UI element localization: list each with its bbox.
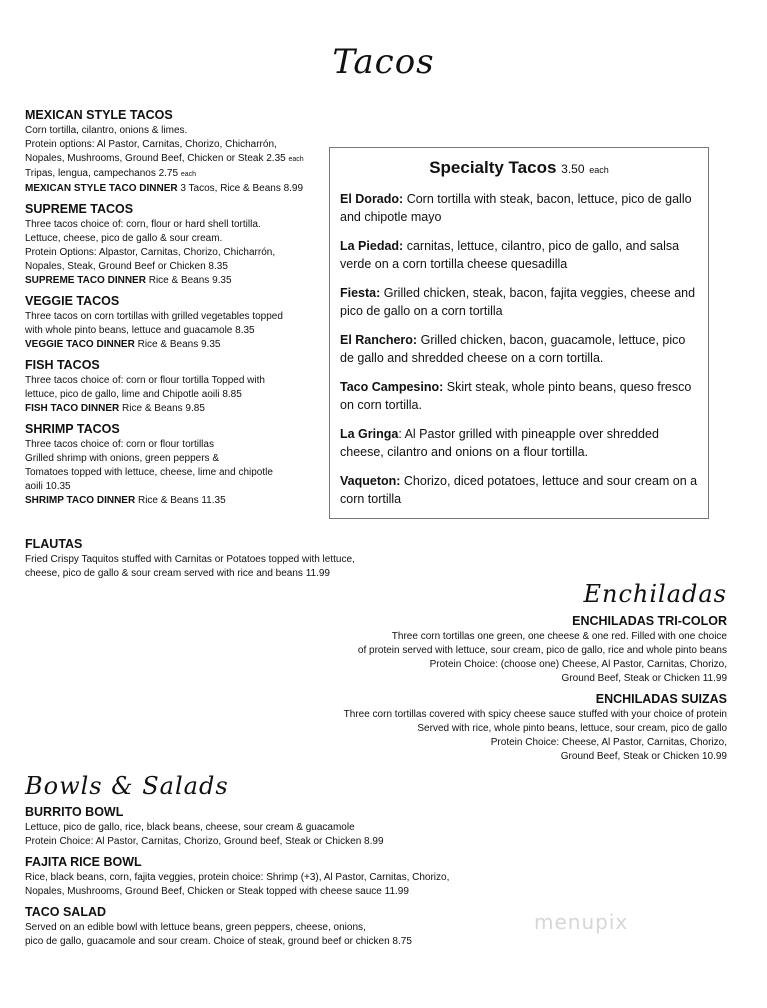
item-desc: Three corn tortillas one green, one cheese & one red. Filled with one choice of protein served with lettuce, sour cream, pico de gallo, rice and whole pinto beans Protein Choice: (choose one) Cheese, Al Pastor, Carnitas, Chorizo, Ground Beef, Steak or Chicken 11.99	[357, 631, 727, 684]
item-desc: Three tacos on corn tortillas with grilled vegetables topped with whole pinto beans, lettuce and guacamole 8.35	[25, 311, 283, 336]
specialty-item	[340, 472, 698, 508]
unit-label: each	[180, 171, 197, 178]
item-name: BURRITO BOWL	[25, 805, 124, 819]
specialty-tacos-box	[329, 147, 709, 519]
item-name: ENCHILADAS SUIZAS	[595, 692, 727, 706]
specialty-name: La Piedad:	[340, 239, 404, 253]
enchiladas-title: Enchiladas	[583, 580, 727, 608]
item-desc: Three corn tortillas covered with spicy cheese sauce stuffed with your choice of protein Served with rice, whole pinto beans, lettuce, sour cream, pico de gallo Protein Choice: Cheese, Al Pastor, Carnitas, Chorizo, Ground Beef, Steak or Chicken 10.99	[343, 709, 727, 762]
dinner-detail: Rice & Beans 9.35	[137, 339, 221, 350]
dinner-detail: 3 Tacos, Rice & Beans 8.99	[180, 183, 304, 194]
specialty-item	[340, 284, 698, 320]
flautas-section	[25, 537, 425, 581]
menu-item	[25, 422, 325, 508]
item-desc: Tripas, lengua, campechanos 2.75	[25, 168, 179, 179]
watermark: menupix	[534, 910, 629, 934]
specialty-item	[340, 425, 698, 461]
item-name: FLAUTAS	[25, 537, 83, 551]
item-desc: Corn tortilla, cilantro, onions & limes. Protein options: Al Pastor, Carnitas, Chorizo, Chicharrón, Nopales, Mushrooms, Ground Beef, Chicken or Steak 2.35	[25, 125, 286, 164]
specialty-name: La Gringa	[340, 427, 399, 441]
dinner-label: FISH TACO DINNER	[25, 403, 120, 414]
unit-label: each	[288, 156, 304, 163]
enchiladas-list	[287, 614, 727, 770]
specialty-name: El Dorado:	[340, 192, 404, 206]
menu-item	[287, 692, 727, 764]
item-name: FAJITA RICE BOWL	[25, 855, 142, 869]
specialty-item	[340, 190, 698, 226]
menu-item	[25, 108, 325, 196]
page-title: Tacos	[332, 42, 435, 82]
item-desc: Three tacos choice of: corn, flour or hard shell tortilla. Lettuce, cheese, pico de gallo & sour cream. Protein Options: Alpastor, Carnitas, Chorizo, Chicharrón, Nopales, Steak, Ground Beef or Chicken 8.35	[25, 219, 276, 272]
item-desc: Lettuce, pico de gallo, rice, black beans, cheese, sour cream & guacamole Protein Choice: Al Pastor, Carnitas, Chorizo, Ground beef, Steak or Chicken 8.99	[25, 822, 384, 847]
specialty-desc: Grilled chicken, bacon, guacamole, lettuce, pico de gallo and shredded cheese on a corn tortilla.	[340, 333, 686, 365]
dinner-label: SHRIMP TACO DINNER	[25, 495, 136, 506]
menu-item	[25, 358, 325, 416]
specialty-name: Vaqueton:	[340, 474, 401, 488]
item-desc: Three tacos choice of: corn or flour tortilla Topped with lettuce, pico de gallo, lime and Chipotle aoili 8.85	[25, 375, 265, 400]
item-name: SUPREME TACOS	[25, 202, 134, 216]
dinner-label: VEGGIE TACO DINNER	[25, 339, 135, 350]
item-desc: Served on an edible bowl with lettuce beans, green peppers, cheese, onions, pico de gallo, guacamole and sour cream. Choice of steak, ground beef or chicken 8.75	[25, 922, 412, 947]
taco-list	[25, 108, 325, 514]
specialty-desc: : Al Pastor grilled with pineapple over shredded cheese, cilantro and onions on a flour tortilla.	[340, 427, 659, 459]
menu-item	[25, 294, 325, 352]
specialty-item	[340, 331, 698, 367]
specialty-title: Specialty Tacos	[429, 158, 557, 177]
menu-item	[25, 855, 495, 899]
item-name: VEGGIE TACOS	[25, 294, 120, 308]
dinner-detail: Rice & Beans 9.85	[122, 403, 205, 414]
item-name: SHRIMP TACOS	[25, 422, 120, 436]
specialty-desc: Skirt steak, whole pinto beans, queso fresco on corn tortilla.	[340, 380, 692, 412]
menu-item	[25, 202, 325, 288]
item-desc: Fried Crispy Taquitos stuffed with Carnitas or Potatoes topped with lettuce, cheese, pico de gallo & sour cream served with rice and beans 11.99	[25, 554, 355, 579]
specialty-item	[340, 378, 698, 414]
menu-item	[25, 905, 495, 949]
specialty-unit: each	[589, 165, 609, 175]
item-desc: Three tacos choice of: corn or flour tortillas Grilled shrimp with onions, green peppers & Tomatoes topped with lettuce, cheese, lime and chipotle aoili 10.35	[25, 439, 273, 492]
menu-item	[287, 614, 727, 686]
dinner-detail: Rice & Beans 9.35	[148, 275, 232, 286]
specialty-desc: Grilled chicken, steak, bacon, fajita veggies, cheese and pico de gallo on a corn tortilla	[340, 286, 696, 318]
specialty-price: 3.50	[561, 162, 585, 176]
specialty-title-row	[340, 158, 698, 178]
specialty-name: El Ranchero:	[340, 333, 418, 347]
specialty-item	[340, 237, 698, 273]
item-name: FISH TACOS	[25, 358, 100, 372]
item-name: ENCHILADAS TRI-COLOR	[572, 614, 727, 628]
dinner-detail: Rice & Beans 11.35	[137, 495, 226, 506]
item-name: MEXICAN STYLE TACOS	[25, 108, 173, 122]
specialty-name: Taco Campesino:	[340, 380, 444, 394]
specialty-desc: Chorizo, diced potatoes, lettuce and sour cream on a corn tortilla	[340, 474, 698, 506]
bowls-title: Bowls & Salads	[25, 772, 229, 800]
specialty-desc: carnitas, lettuce, cilantro, pico de gallo, and salsa verde on a corn tortilla cheese quesadilla	[340, 239, 680, 271]
specialty-desc: Corn tortilla with steak, bacon, lettuce, pico de gallo and chipotle mayo	[340, 192, 692, 224]
dinner-label: MEXICAN STYLE TACO DINNER	[25, 183, 178, 194]
specialty-name: Fiesta:	[340, 286, 381, 300]
dinner-label: SUPREME TACO DINNER	[25, 275, 146, 286]
bowls-list	[25, 805, 495, 955]
item-desc: Rice, black beans, corn, fajita veggies, protein choice: Shrimp (+3), Al Pastor, Carnitas, Chorizo, Nopales, Mushrooms, Ground Beef, Chicken or Steak topped with cheese sauce 11.99	[25, 872, 450, 897]
item-name: TACO SALAD	[25, 905, 107, 919]
menu-item	[25, 805, 495, 849]
